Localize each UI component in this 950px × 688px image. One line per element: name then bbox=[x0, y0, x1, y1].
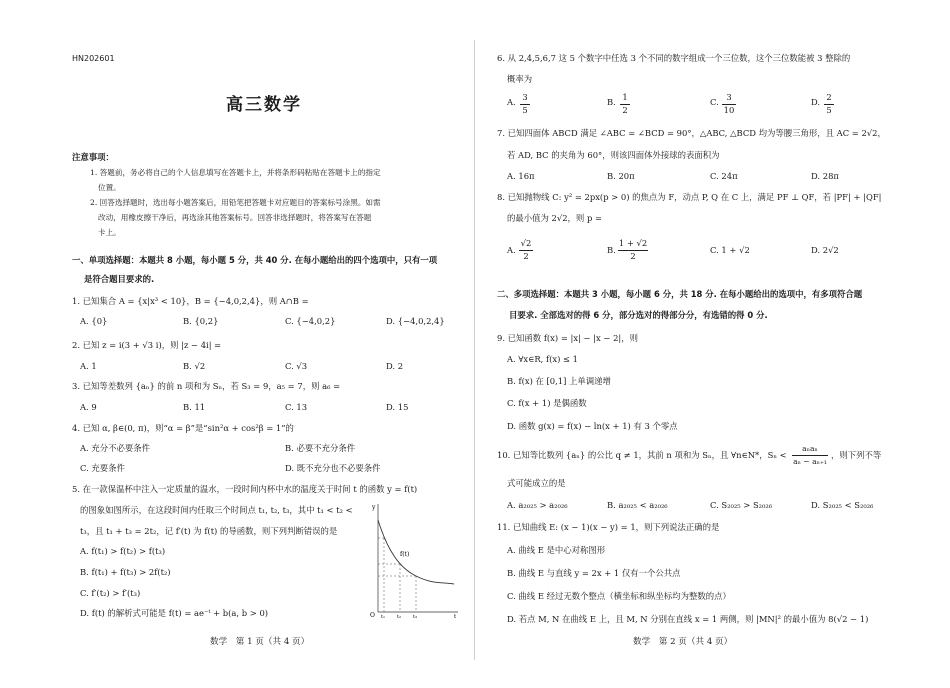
option: D. S₂₀₂₅ < S₂₀₂₆ bbox=[811, 500, 874, 510]
section-heading: 一、单项选择题：本题共 8 小题，每小题 5 分，共 40 分. 在每小题给出的四个选项中，只有一项 bbox=[72, 255, 438, 265]
exam-code: HN202601 bbox=[72, 54, 115, 63]
t-label: t bbox=[454, 614, 457, 618]
option-letter: B. bbox=[607, 245, 616, 255]
option: A. 充分不必要条件 bbox=[80, 443, 150, 453]
section-heading: 目要求. 全部选对的得 6 分，部分选对的得部分分，有选错的得 0 分. bbox=[509, 310, 768, 320]
t1-label: t₁ bbox=[381, 614, 386, 618]
curve-f bbox=[378, 520, 454, 584]
option: D. 28π bbox=[811, 171, 839, 181]
y-label: y bbox=[372, 504, 376, 511]
question-stem: 2. 已知 z = i(3 + √3 i)，则 |z − 4i| = bbox=[72, 340, 222, 350]
option-letter: D. bbox=[811, 97, 821, 107]
option: B. 20π bbox=[607, 171, 635, 181]
option: C. √3 bbox=[285, 361, 308, 371]
option: B. {0,2} bbox=[183, 316, 219, 326]
option-letter: A. bbox=[507, 245, 516, 255]
question-stem: 11. 已知曲线 E: (x − 1)(x − y) = 1，则下列说法正确的是 bbox=[497, 522, 720, 532]
option: A. f(t₁) > f(t₂) > f(t₃) bbox=[80, 546, 166, 556]
notice-line: 改动，用橡皮擦干净后，再选涂其他答案标号。回答非选择题时，将答案写在答题 bbox=[98, 213, 372, 222]
curve-label: f(t) bbox=[400, 551, 410, 558]
fraction-den: 10 bbox=[723, 105, 735, 115]
option-letter: A. bbox=[507, 97, 516, 107]
option: B. 曲线 E 与直线 y = 2x + 1 仅有一个公共点 bbox=[507, 568, 681, 578]
fraction-num: √2 bbox=[520, 238, 532, 248]
option: C. 13 bbox=[285, 402, 308, 412]
option: B. √2 bbox=[183, 361, 206, 371]
notice-line: 卡上。 bbox=[98, 228, 121, 237]
question-stem: 8. 已知抛物线 C: y² = 2px(p > 0) 的焦点为 F，动点 P, Q 在 C 上，满足 PF ⊥ QF，若 |PF| + |QF| bbox=[497, 192, 882, 202]
option: D. 函数 g(x) = f(x) − ln(x + 1) 有 3 个零点 bbox=[507, 421, 678, 431]
question-stem: 若 AD, BC 的夹角为 60°，则该四面体外接球的表面积为 bbox=[507, 150, 720, 160]
question-stem: 3. 已知等差数列 {aₙ} 的前 n 项和为 Sₙ，若 S₃ = 9，a₅ = 7，则 a₆ = bbox=[72, 381, 341, 391]
option: C. 充要条件 bbox=[80, 463, 125, 473]
option: C. {−4,0,2} bbox=[285, 316, 336, 326]
page-title: 高三数学 bbox=[226, 95, 302, 115]
question-stem: ，则下列不等 bbox=[831, 450, 882, 460]
option: A. {0} bbox=[80, 316, 108, 326]
option: D. {−4,0,2,4} bbox=[386, 316, 445, 326]
fraction-den: aₙ − aₙ₊₁ bbox=[793, 457, 827, 466]
fraction-den: 2 bbox=[620, 104, 630, 116]
option: A. 1 bbox=[80, 361, 97, 371]
option-letter: B. bbox=[607, 97, 616, 107]
option: D. 若点 M, N 在曲线 E 上，且 M, N 分别在直线 x = 1 两侧，则 |MN|² 的最小值为 8(√2 − 1) bbox=[507, 614, 869, 624]
option: A. 曲线 E 是中心对称图形 bbox=[507, 545, 606, 555]
notice-line: 位置。 bbox=[98, 183, 121, 192]
option: D. 15 bbox=[386, 402, 409, 412]
question-stem: 10. 已知等比数列 {aₙ} 的公比 q ≠ 1，其前 n 项和为 Sₙ，且 ∀n∈N*，Sₙ < bbox=[497, 450, 787, 460]
option: D. 2 bbox=[386, 361, 404, 371]
option: B. 必要不充分条件 bbox=[285, 443, 356, 453]
notice-heading: 注意事项： bbox=[72, 152, 114, 162]
fraction-num: 3 bbox=[726, 92, 732, 102]
fraction-den: 2 bbox=[618, 250, 648, 262]
temperature-graph bbox=[370, 500, 462, 618]
t2-label: t₂ bbox=[397, 614, 402, 618]
question-stem: 的最小值为 2√2，则 p = bbox=[507, 213, 602, 223]
t3-label: t₃ bbox=[413, 614, 418, 618]
origin-label: O bbox=[370, 612, 375, 618]
question-stem: 的图象如图所示，在这段时间内任取三个时间点 t₁, t₂, t₃，其中 t₁ < t₂ < bbox=[80, 505, 353, 515]
page-footer: 数学 第 1 页（共 4 页） bbox=[210, 637, 310, 647]
fraction-den: 5 bbox=[824, 104, 834, 116]
fraction-num: aₙaₙ bbox=[802, 444, 818, 453]
option: B. a₂₀₂₅ < a₂₀₂₆ bbox=[607, 500, 668, 510]
question-stem: 9. 已知函数 f(x) = |x| − |x − 2|，则 bbox=[497, 333, 639, 343]
section-heading: 二、多项选择题：本题共 3 小题，每小题 6 分，共 18 分. 在每小题给出的选项中，有多项符合题 bbox=[497, 289, 863, 299]
question-stem: 5. 在一款保温杯中注入一定质量的温水，一段时间内杯中水的温度关于时间 t 的函数 y = f(t) bbox=[72, 484, 418, 494]
question-stem: 概率为 bbox=[507, 74, 533, 84]
option: B. f(t₁) + f(t₃) > 2f(t₂) bbox=[80, 567, 171, 577]
option: A. 16π bbox=[507, 171, 535, 181]
fraction-num: 1 + √2 bbox=[618, 238, 648, 248]
option: D. f(t) 的解析式可能是 f(t) = ae⁻ᵗ + b(a, b > 0) bbox=[80, 608, 269, 618]
question-stem: 式可能成立的是 bbox=[507, 478, 566, 488]
question-stem: 1. 已知集合 A = {x|x³ < 10}，B = {−4,0,2,4}，则 A∩B = bbox=[72, 296, 309, 306]
fraction-den: 2 bbox=[519, 250, 533, 262]
fraction-num: 3 bbox=[522, 92, 528, 102]
option-letter: C. bbox=[710, 97, 719, 107]
option: A. a₂₀₂₅ > a₂₀₂₆ bbox=[507, 500, 568, 510]
option: B. f(x) 在 [0,1] 上单调递增 bbox=[507, 376, 611, 386]
question-stem: 4. 已知 α, β∈(0, π)，则“α = β”是“sin²α + cos²β = 1”的 bbox=[72, 423, 294, 433]
option: C. 24π bbox=[710, 171, 738, 181]
option: A. 9 bbox=[80, 402, 97, 412]
option: C. 1 + √2 bbox=[710, 245, 750, 255]
question-stem: t₃，且 t₁ + t₃ = 2t₂，记 f′(t) 为 f(t) 的导函数，则下列判断错误的是 bbox=[80, 526, 338, 536]
option: C. 曲线 E 经过无数个整点（横坐标和纵坐标均为整数的点） bbox=[507, 591, 731, 601]
option: C. S₂₀₂₅ > S₂₀₂₆ bbox=[710, 500, 773, 510]
page-2 bbox=[475, 0, 950, 688]
option: C. f(x + 1) 是偶函数 bbox=[507, 398, 587, 408]
question-stem: 7. 已知四面体 ABCD 满足 ∠ABC = ∠BCD = 90°，△ABC, △BCD 均为等腰三角形，且 AC = 2√2， bbox=[497, 128, 886, 138]
option: D. 既不充分也不必要条件 bbox=[285, 463, 381, 473]
notice-line: 2. 回答选择题时，选出每小题答案后，用铅笔把答题卡对应题目的答案标号涂黑。如需 bbox=[90, 198, 381, 207]
option: D. 2√2 bbox=[811, 245, 839, 255]
option: B. 11 bbox=[183, 402, 206, 412]
fraction-num: 1 bbox=[622, 92, 628, 102]
fraction-num: 2 bbox=[826, 92, 832, 102]
option: C. f′(t₂) > f′(t₃) bbox=[80, 588, 141, 598]
fraction-den: 5 bbox=[520, 104, 530, 116]
page-footer: 数学 第 2 页（共 4 页） bbox=[633, 637, 733, 647]
section-heading: 是符合题目要求的. bbox=[84, 274, 155, 284]
notice-line: 1. 答题前，务必将自己的个人信息填写在答题卡上，并将条形码粘贴在答题卡上的指定 bbox=[90, 168, 381, 177]
question-stem: 6. 从 2,4,5,6,7 这 5 个数字中任选 3 个不同的数字组成一个三位数，这个三位数能被 3 整除的 bbox=[497, 53, 851, 63]
option: A. ∀x∈R, f(x) ≤ 1 bbox=[507, 354, 579, 364]
